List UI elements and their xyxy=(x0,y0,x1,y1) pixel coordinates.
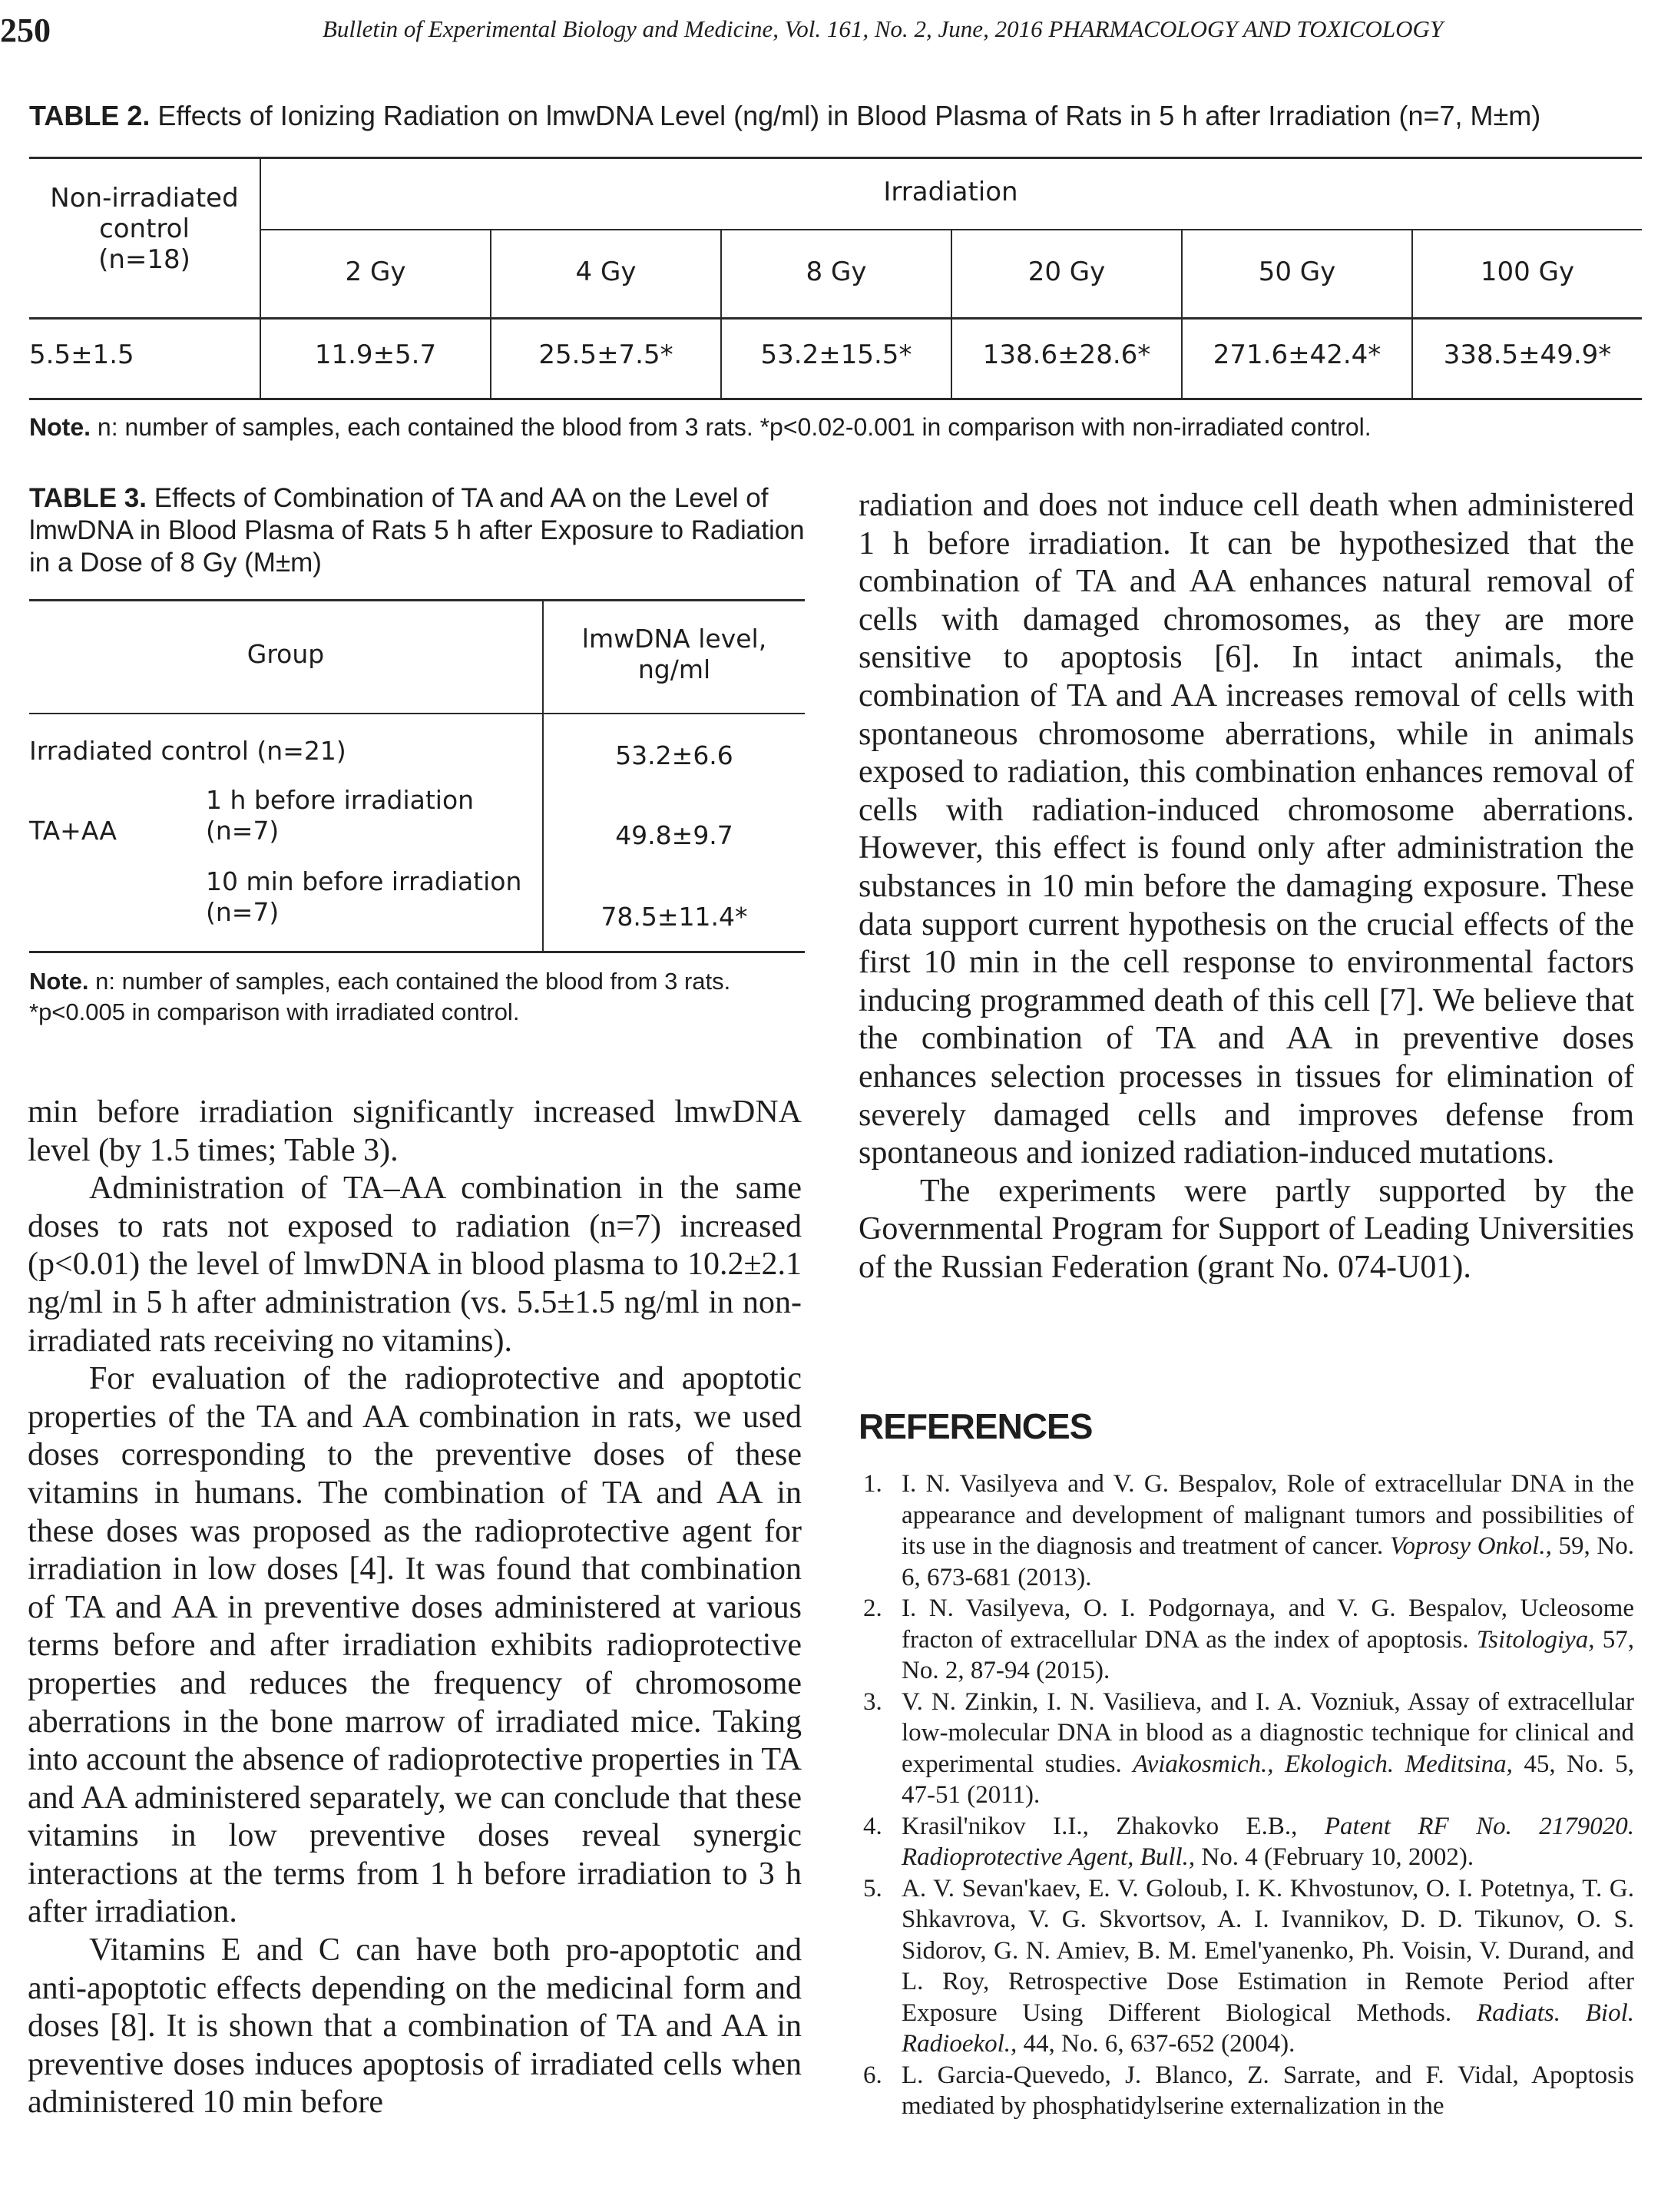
table3-note: Note. n: number of samples, each contained the blood from 3 rats. *p<0.005 in comparison with irradiated control. xyxy=(29,968,731,1025)
table2-value: 138.6±28.6* xyxy=(982,339,1151,370)
table2-vline xyxy=(1181,229,1183,398)
table2-irradiation-header: Irradiation xyxy=(883,177,1018,207)
table2-value: 11.9±5.7 xyxy=(314,339,437,370)
table3-top-rule xyxy=(29,599,805,601)
reference-item: 4. Krasil'nikov I.I., Zhakovko E.B., Patent RF No. 2179020. Radioprotective Agent, Bull., No. 4 (February 10, 2002). xyxy=(863,1812,1635,1871)
table2-value: 271.6±42.4* xyxy=(1213,339,1381,370)
table2-caption-text: Effects of Ionizing Radiation on lmwDNA Level (ng/ml) in Blood Plasma of Rats in 5 h after Irradiation (n=7, M±m) xyxy=(157,100,1541,131)
table3-value-header: lmwDNA level, ng/ml xyxy=(581,624,767,684)
table3-caption-text: Effects of Combination of TA and AA on the Level of lmwDNA in Blood Plasma of Rats 5 h after Exposure to Radiation in a Dose of 8 Gy (M±m) xyxy=(29,483,805,578)
table2-dose-header: 8 Gy xyxy=(806,257,867,287)
references-list xyxy=(859,1469,1634,2122)
table2-dose-header: 4 Gy xyxy=(575,257,637,287)
reference-item: 3. V. N. Zinkin, I. N. Vasilieva, and I. A. Vozniuk, Assay of extracellular low-molecular DNA in blood as a diagnostic technique for clinical and experimental studies. Aviakosmich., Ekologich. Meditsina, 45, No. 5, 47-51 (2011). xyxy=(863,1687,1635,1809)
table3-row-label: Irradiated control (n=21) xyxy=(29,736,346,766)
table2-label: TABLE 2. xyxy=(29,100,151,131)
reference-item: 1. I. N. Vasilyeva and V. G. Bespalov, Role of extracellular DNA in the appearance and development of malignant tumors and possibilities of its use in the diagnosis and treatment of cancer. Voprosy Onkol., 59, No. 6, 673-681 (2013). xyxy=(863,1470,1634,1591)
paragraph: Administration of TA–AA combination in the same doses to rats not exposed to radiation (n=7) increased (p<0.01) the level of lmwDNA in blood plasma to 10.2±2.1 ng/ml in 5 h after administration (vs. 5.5±1.5 ng/ml in non-irradiated rats receiving no vitamins). xyxy=(28,1171,802,1359)
table3-row-label: 1 h before irradiation (n=7) xyxy=(206,785,475,846)
paragraph: min before irradiation significantly increased lmwDNA level (by 1.5 times; Table 3). xyxy=(28,1094,802,1168)
table2-vline xyxy=(490,229,491,398)
reference-item: 2. I. N. Vasilyeva, O. I. Podgornaya, and V. G. Bespalov, Ucleosome fracton of extracellular DNA as the index of apoptosis. Tsitologiya, 57, No. 2, 87-94 (2015). xyxy=(863,1594,1635,1684)
table3-bottom-rule xyxy=(29,951,805,953)
page-number: 250 xyxy=(0,12,51,49)
reference-item: 6. L. Garcia-Quevedo, J. Blanco, Z. Sarrate, and F. Vidal, Apoptosis mediated by phosphatidylserine externalization in the xyxy=(863,2061,1634,2120)
table2-control-value: 5.5±1.5 xyxy=(29,339,134,370)
table2-note: Note. n: number of samples, each contained the blood from 3 rats. *p<0.02-0.001 in comparison with non-irradiated control. xyxy=(29,413,1372,441)
table2-control-header: Non-irradiated control (n=18) xyxy=(50,183,239,275)
table2-value: 25.5±7.5* xyxy=(538,339,673,370)
running-header: Bulletin of Experimental Biology and Medicine, Vol. 161, No. 2, June, 2016 PHARMACOLOGY AND TOXICOLOGY xyxy=(323,15,1444,42)
table2-dose-header: 20 Gy xyxy=(1027,257,1106,287)
table3-row-value: 49.8±9.7 xyxy=(615,820,733,850)
table2-bottom-rule xyxy=(29,398,1642,400)
table3-header-rule xyxy=(29,713,805,714)
paragraph: For evaluation of the radioprotective and apoptotic properties of the TA and AA combination in rats, we used doses corresponding to the preventive doses of these vitamins in humans. The combination of TA and AA in these doses was proposed as the radioprotective agent for irradiation in low doses [4]. It was found that combination of TA and AA in preventive doses administered at various terms before and after irradiation exhibits radioprotective properties and reduces the frequency of chromosome aberrations in the bone marrow of irradiated mice. Taking into account the absence of radioprotective properties in TA and AA administered separately, we can conclude that these vitamins in low preventive doses reveal synergic interactions at the terms from 1 h before irradiation to 3 h after irradiation. xyxy=(28,1361,802,1930)
table3-caption xyxy=(29,482,820,579)
table3-group-label: TA+AA xyxy=(29,816,117,846)
references-heading: REFERENCES xyxy=(859,1406,1093,1446)
right-text-column xyxy=(859,487,1634,1286)
table3-group-header: Group xyxy=(247,639,325,669)
table3-label: TABLE 3. xyxy=(29,483,147,513)
table2-vline xyxy=(951,229,952,398)
left-text-column xyxy=(28,1094,802,2122)
table2-dose-header: 2 Gy xyxy=(345,257,406,287)
table2-value: 338.5±49.9* xyxy=(1443,339,1612,370)
paragraph: Vitamins E and C can have both pro-apoptotic and anti-apoptotic effects depending on the medicinal form and doses [8]. It is shown that a combination of TA and AA in preventive doses induces apoptosis of irradiated cells when administered 10 min before xyxy=(28,1932,802,2121)
reference-item: 5. A. V. Sevan'kaev, E. V. Goloub, I. K. Khvostunov, O. I. Potetnya, T. G. Shkavrova, V. G. Skvortsov, A. I. Ivannikov, D. D. Tikunov, O. S. Sidorov, G. N. Amiev, B. M. Emel'yanenko, Ph. Voisin, V. Durand, and L. Roy, Retrospective Dose Estimation in Remote Period after Exposure Using Different Biological Methods. Radiats. Biol. Radioekol., 44, No. 6, 637-652 (2004). xyxy=(863,1874,1635,2058)
table2-dose-header: 100 Gy xyxy=(1480,257,1575,287)
acknowledgment-paragraph: The experiments were partly supported by the Governmental Program for Support of Leading Universities of the Russian Federation (grant No. 074-U01). xyxy=(859,1173,1634,1285)
table2-vline xyxy=(1411,229,1413,398)
table3-row-value: 78.5±11.4* xyxy=(601,902,748,932)
table2-caption xyxy=(29,100,1649,132)
table3-row-value: 53.2±6.6 xyxy=(615,740,733,770)
table2-dose-header: 50 Gy xyxy=(1258,257,1336,287)
table2-header-rule xyxy=(29,317,1642,320)
paragraph: radiation and does not induce cell death when administered 1 h before irradiation. It can be hypothesized that the combination of TA and AA enhances natural removal of cells with damaged chromosomes, as they are more sensitive to apoptosis [6]. In intact animals, the combination of TA and AA increases removal of cells with spontaneous chromosome aberrations, while in animals exposed to radiation, this combination enhances removal of cells with radiation-induced chromosome aberrations. However, this effect is found only after administration the substances in 10 min before the damaging exposure. These data support current hypothesis on the crucial effects of the first 10 min in the cell response to environmental factors inducing programmed death of this cell [7]. We believe that the combination of TA and AA in preventive doses enhances selection processes in tissues for elimination of severely damaged cells and improves defense from spontaneous and ionized radiation-induced mutations. xyxy=(859,488,1634,1171)
table2-top-rule xyxy=(29,157,1642,159)
table2-vline xyxy=(720,229,722,398)
table2-value: 53.2±15.5* xyxy=(760,339,912,370)
table3-row-label: 10 min before irradiation (n=7) xyxy=(206,866,522,927)
